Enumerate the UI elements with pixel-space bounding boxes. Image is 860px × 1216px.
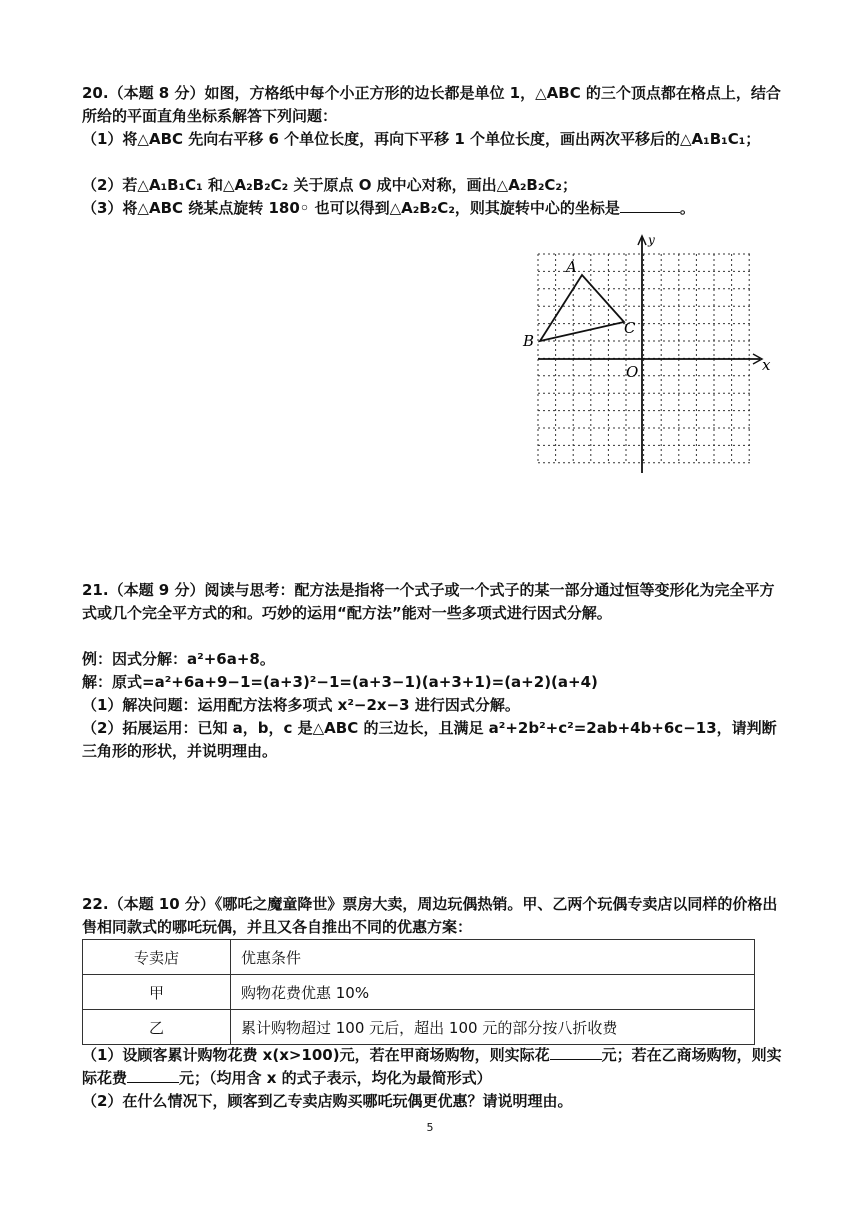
answer-blank xyxy=(620,197,680,213)
q21-text: 21.（本题 9 分）阅读与思考：配方法是指将一个式子或一个式子的某一部分通过恒等变形化为完全平方式或几个完全平方式的和。巧妙的运用“配方法”能对一些多项式进行因式分解。 xyxy=(82,581,775,622)
q20-part2: （2）若△A₁B₁C₁ 和△A₂B₂C₂ 关于原点 O 成中心对称，画出△A₂B₂C₂； xyxy=(82,176,577,194)
q22-text: 22.（本题 10 分）《哪吒之魔童降世》票房大卖，周边玩偶热销。甲、乙两个玩偶专卖店以同样的价格出售相同款式的哪吒玩偶，并且又各自推出不同的优惠方案： xyxy=(82,895,778,936)
q20-part3: （3）将△ABC 绕某点旋转 180◦ 也可以得到△A₂B₂C₂，则其旋转中心的坐标是 。 xyxy=(82,199,695,217)
label-c: C xyxy=(624,319,636,337)
table-row xyxy=(83,1010,755,1045)
table-cell: 乙 xyxy=(83,1010,231,1045)
q21-part2: （2）拓展运用：已知 a，b，c 是△ABC 的三边长，且满足 a²+2b²+c²=2ab+4b+6c−13，请判断三角形的形状，并说明理由。 xyxy=(82,719,777,760)
q21-solution: 解：原式=a²+6a+9−1=(a+3)²−1=(a+3−1)(a+3+1)=(a+2)(a+4) xyxy=(82,673,598,691)
q20-part1: （1）将△ABC 先向右平移 6 个单位长度，再向下平移 1 个单位长度，画出两次平移后的△A₁B₁C₁； xyxy=(82,130,761,148)
table-header-cell: 专卖店 xyxy=(83,940,231,975)
q21-part1: （1）解决问题：运用配方法将多项式 x²−2x−3 进行因式分解。 xyxy=(82,696,520,714)
table-header-row xyxy=(83,940,755,975)
table-cell: 甲 xyxy=(83,975,231,1010)
promotion-table xyxy=(82,939,755,1045)
table-header-cell: 优惠条件 xyxy=(231,940,755,975)
q22-part2: （2）在什么情况下，顾客到乙专卖店购买哪吒玩偶更优惠？请说明理由。 xyxy=(82,1092,573,1110)
label-x: x xyxy=(762,356,771,374)
table-cell: 购物花费优惠 10% xyxy=(231,975,755,1010)
page-number: 5 xyxy=(426,1121,434,1134)
label-a: A xyxy=(566,258,577,276)
table-row xyxy=(83,975,755,1010)
answer-blank xyxy=(550,1044,602,1060)
label-y: y xyxy=(648,233,655,247)
label-b: B xyxy=(523,332,535,350)
coordinate-grid-figure xyxy=(522,232,772,478)
q22-part1: （1）设顾客累计购物花费 x(x>100)元，若在甲商场购物，则实际花 元；若在乙商场购物，则实际花费 元；（均用含 x 的式子表示，均化为最简形式） xyxy=(82,1046,782,1087)
triangle-abc xyxy=(540,275,624,341)
q21-example: 例：因式分解：a²+6a+8。 xyxy=(82,650,275,668)
label-origin: O xyxy=(626,363,639,381)
answer-blank xyxy=(127,1067,179,1083)
table-cell: 累计购物超过 100 元后，超出 100 元的部分按八折收费 xyxy=(231,1010,755,1045)
q20-text: 20.（本题 8 分）如图，方格纸中每个小正方形的边长都是单位 1，△ABC 的三个顶点都在格点上，结合所给的平面直角坐标系解答下列问题： xyxy=(82,84,781,125)
